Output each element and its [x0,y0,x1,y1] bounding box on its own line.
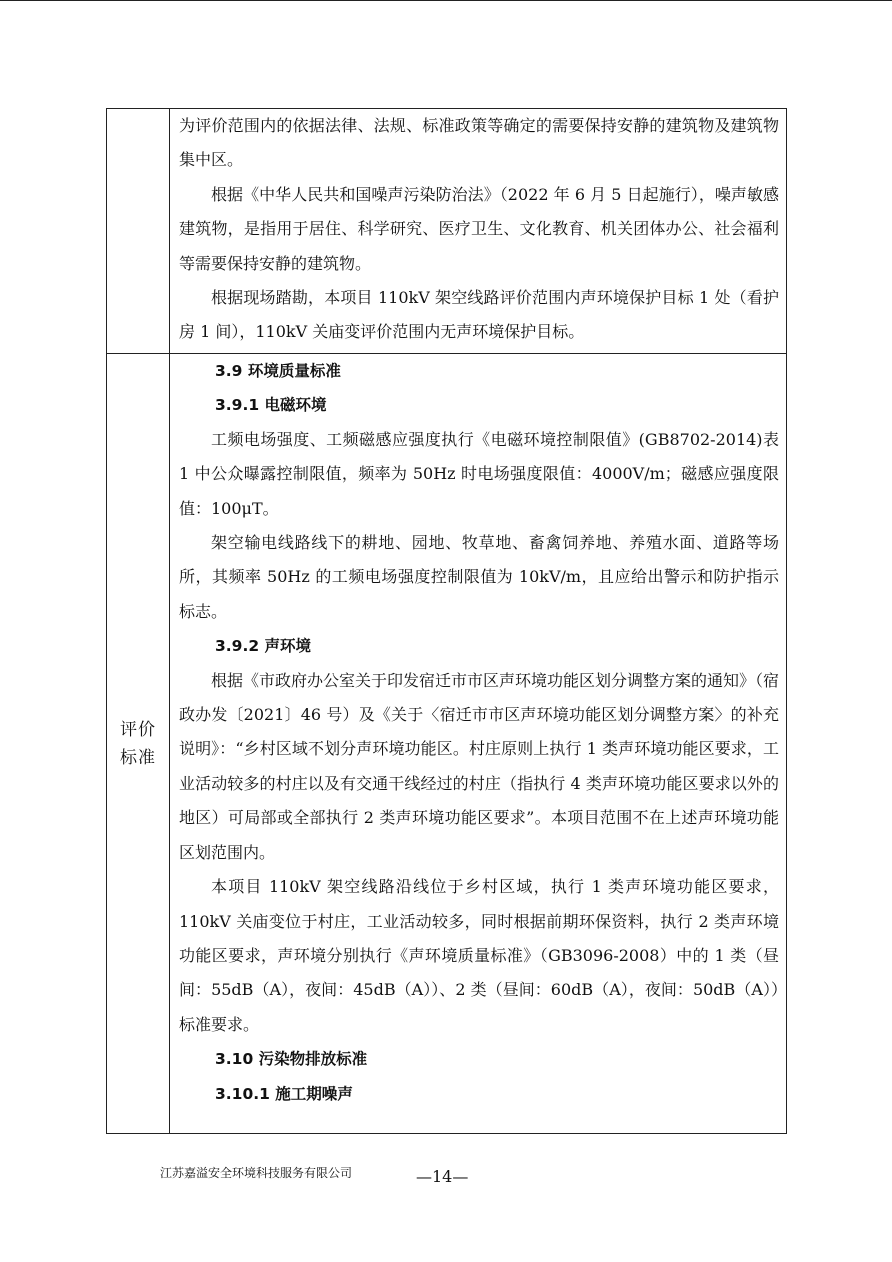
row-label-line: 评价 [120,719,156,740]
row-content-cell [170,109,787,354]
table-row [107,109,787,354]
page-top-border [0,0,892,1]
row-content-cell [170,354,787,1134]
paragraph: 工频电场强度、工频磁感应强度执行《电磁环境控制限值》(GB8702-2014)表 1 中公众曝露控制限值，频率为 50Hz 时电场强度限值：4000V/m；磁感应强度限值：100μT。 [179,429,779,518]
page-number: —14— [416,1167,469,1186]
subsection-heading: 3.10.1 施工期噪声 [215,1084,353,1103]
paragraph: 根据《市政府办公室关于印发宿迁市市区声环境功能区划分调整方案的通知》（宿政办发〔2021〕46 号）及《关于〈宿迁市市区声环境功能区划分调整方案〉的补充说明》：“乡村区域不划分声环境功能区。村庄原则上执行 1 类声环境功能区要求，工业活动较多的村庄以及有交通干线经过的村庄（指执行 4 类声环境功能区要求以外的地区）可局部或全部执行 2 类声环境功能区要求”。本项目范围不在上述声环境功能区划范围内。 [179,670,780,862]
paragraph: 为评价范围内的依据法律、法规、标准政策等确定的需要保持安静的建筑物及建筑物集中区。 [179,116,779,170]
footer-company: 江苏嘉溢安全环境科技服务有限公司 [160,1166,353,1180]
row-label-line: 标准 [120,747,156,768]
subsection-heading: 3.9.2 声环境 [215,637,312,656]
paragraph: 根据现场踏勘，本项目 110kV 架空线路评价范围内声环境保护目标 1 处（看护房 1 间），110kV 关庙变评价范围内无声环境保护目标。 [179,288,779,342]
table-row [107,354,787,1134]
paragraph: 本项目 110kV 架空线路沿线位于乡村区域，执行 1 类声环境功能区要求，110kV 关庙变位于村庄，工业活动较多，同时根据前期环保资料，执行 2 类声环境功能区要求，声环境分别执行《声环境质量标准》（GB3096-2008）中的 1 类（昼间：55dB（A），夜间：45dB（A））、2 类（昼间：60dB（A），夜间：50dB（A））标准要求。 [179,877,779,1034]
row-label-cell [107,109,170,354]
document-table [106,108,787,1134]
row-label-cell [107,354,170,1134]
paragraph: 根据《中华人民共和国噪声污染防治法》（2022 年 6 月 5 日起施行），噪声敏感建筑物，是指用于居住、科学研究、医疗卫生、文化教育、机关团体办公、社会福利等需要保持安静的建筑物。 [179,184,779,273]
paragraph: 架空输电线路线下的耕地、园地、牧草地、畜禽饲养地、养殖水面、道路等场所，其频率 50Hz 的工频电场强度控制限值为 10kV/m，且应给出警示和防护指示标志。 [179,533,779,621]
subsection-heading: 3.9.1 电磁环境 [215,396,327,415]
section-heading: 3.9 环境质量标准 [215,362,341,380]
section-heading: 3.10 污染物排放标准 [215,1050,368,1069]
